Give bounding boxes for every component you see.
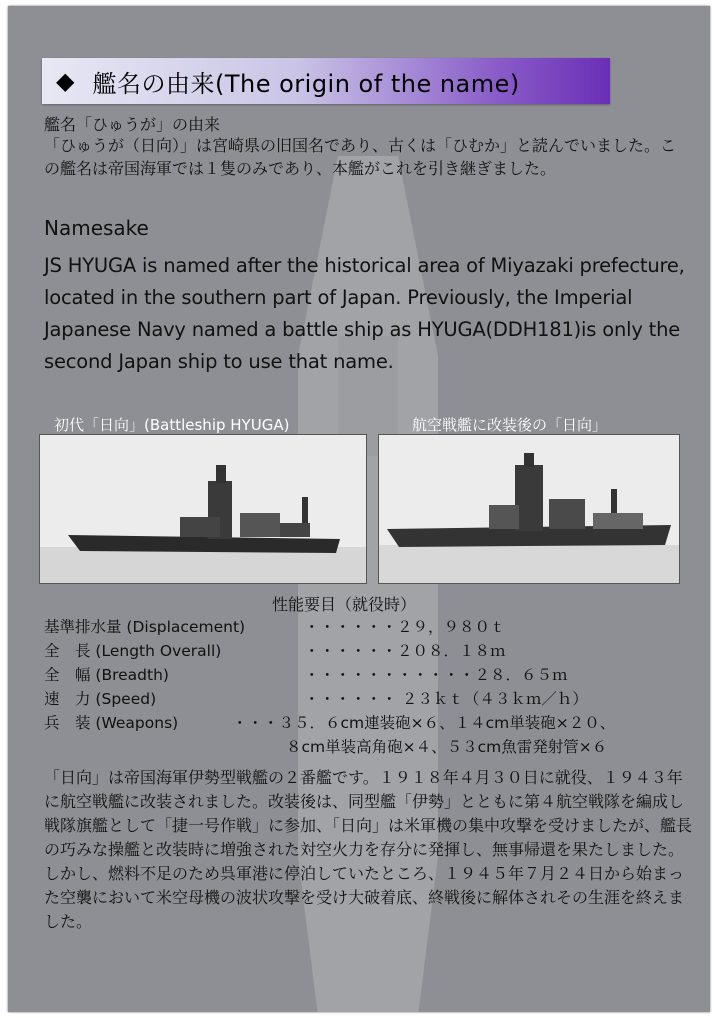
spec-value: ・・・・・・ ２３ｋｔ（４３ｋｍ／ｈ） [304, 690, 588, 708]
spec-value: ・・・・・・・・・・・２８．６５ｍ [304, 666, 568, 684]
spec-row-displacement [44, 615, 694, 639]
history-paragraph: 「日向」は帝国海軍伊勢型戦艦の２番艦です。１９１８年４月３０日に就役、１９４３年に航空戦艦に改装されました。改装後は、同型艦「伊勢」とともに第４航空戦隊を編成し戦隊旗艦として「捷一号作戦」に参加、「日向」は米軍機の集中攻撃を受けましたが、艦長の巧みな操艦と改装時に増強された対空火力を存分に発揮し、無事帰還を果たしました。しかし、燃料不足のため呉軍港に停泊していたところ、１９４５年７月２４日から始まった空襲において米空母機の波状攻撃を受け大破着底、終戦後に解体されその生涯を終えました。 [44, 768, 693, 931]
spec-label: 速 力 (Speed) [44, 690, 157, 708]
title-banner [42, 58, 610, 104]
converted-battleship-photo [378, 434, 680, 584]
spec-row-speed [44, 687, 694, 711]
photo-caption-battleship: 初代「日向」(Battleship HYUGA) [54, 416, 290, 434]
spec-label: 全 長 (Length Overall) [44, 642, 222, 660]
spec-value: ・・・３５．６cm連装砲×６、１４cm単装砲×２０、 [232, 714, 616, 732]
spec-label: 全 幅 (Breadth) [44, 666, 169, 684]
spec-value-continued: ８cm単装高角砲×４、５３cm魚雷発射管×６ [286, 738, 608, 756]
spec-row-length [44, 639, 694, 663]
origin-en-body: JS HYUGA is named after the historical area of Miyazaki prefecture, located in the southern part of Japan. Previously, the Imperial Japanese Navy named a battle ship as HYUGA(DDH181)is only the second Japan ship to use that name. [44, 254, 685, 373]
spec-label: 兵 装 (Weapons) [44, 714, 179, 732]
page-title: 艦名の由来(The origin of the name) [92, 69, 520, 98]
spec-row-weapons-continued [44, 735, 694, 759]
photo-caption-converted: 航空戦艦に改装後の「日向」 [412, 416, 608, 434]
origin-jp-heading: 艦名「ひゅうが」の由来 [44, 115, 221, 134]
spec-value: ・・・・・・２０８．１８ｍ [304, 642, 506, 660]
origin-en-heading: Namesake [44, 216, 149, 240]
diamond-bullet-icon: ◆ [56, 67, 75, 95]
specs-heading: 性能要目（就役時） [272, 595, 417, 614]
spec-value: ・・・・・・２９，９８０ｔ [304, 618, 506, 636]
leaflet-page [8, 6, 710, 1012]
battleship-photo [39, 434, 367, 584]
spec-row-weapons [44, 711, 694, 735]
origin-jp-body: 「ひゅうが（日向）」は宮崎県の旧国名であり、古くは「ひむか」と読んでいました。この艦名は帝国海軍では１隻のみであり、本艦がこれを引き継ぎました。 [44, 136, 677, 178]
specs-list [44, 615, 694, 759]
spec-label: 基準排水量 (Displacement) [44, 618, 246, 636]
spec-row-breadth [44, 663, 694, 687]
